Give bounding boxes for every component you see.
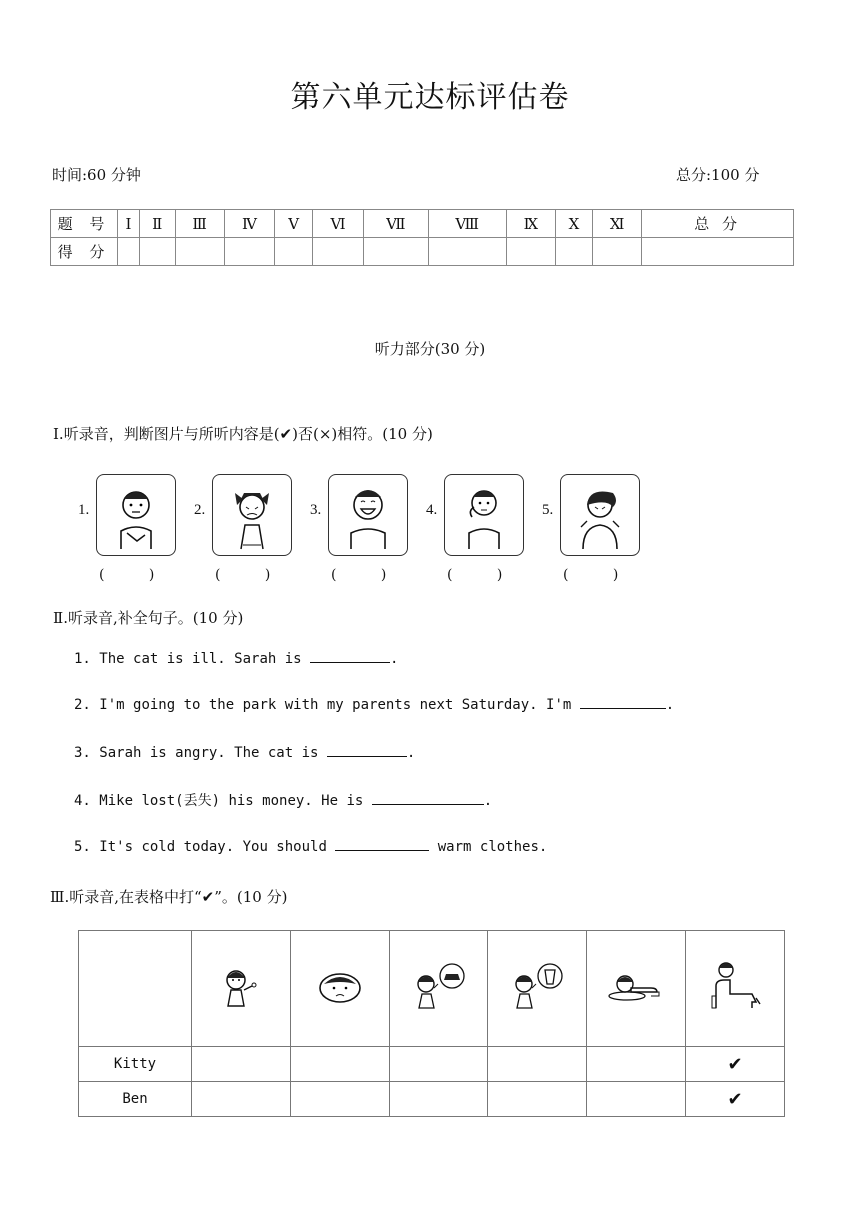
- score-table-row-label: 题 号: [51, 210, 118, 238]
- score-table-score-row: [51, 238, 794, 266]
- sentence-text-end: .: [483, 793, 493, 809]
- answer-blank[interactable]: [327, 744, 407, 757]
- score-cell[interactable]: [364, 238, 429, 266]
- answer-blank[interactable]: [580, 696, 666, 709]
- answer-cell[interactable]: [488, 1082, 587, 1117]
- q1-item-number: 1.: [78, 502, 90, 518]
- answer-cell[interactable]: [192, 1082, 291, 1117]
- answer-cell-checked[interactable]: ✔: [686, 1047, 785, 1082]
- answer-cell[interactable]: [290, 1047, 389, 1082]
- q3-heading: Ⅲ.听录音,在表格中打“✔”。(10 分): [50, 888, 288, 906]
- q3-row-kitty: [79, 1047, 785, 1082]
- page-title: 第六单元达标评估卷: [290, 80, 570, 115]
- total-score: 总分:100 分: [676, 166, 760, 184]
- score-cell[interactable]: [224, 238, 275, 266]
- student-name: Ben: [79, 1082, 192, 1117]
- score-cell[interactable]: [312, 238, 363, 266]
- q1-answer-paren[interactable]: ( ): [447, 567, 503, 583]
- score-cell[interactable]: [175, 238, 224, 266]
- q2-sentence-5: [74, 838, 547, 855]
- boy-face-icon: [290, 931, 389, 1047]
- score-table-row-label: 得 分: [51, 238, 118, 266]
- answer-cell[interactable]: [587, 1047, 686, 1082]
- sentence-number: 2.: [74, 697, 91, 713]
- answer-cell[interactable]: [290, 1082, 389, 1117]
- sentence-number: 1.: [74, 651, 91, 667]
- answer-cell[interactable]: [389, 1047, 488, 1082]
- listening-section-title: 听力部分(30 分): [374, 340, 486, 358]
- score-col-11: Ⅺ: [593, 210, 642, 238]
- q2-heading: Ⅱ.听录音,补全句子。(10 分): [53, 609, 244, 627]
- score-table-header-row: [51, 210, 794, 238]
- score-cell[interactable]: [642, 238, 794, 266]
- score-col-5: Ⅴ: [275, 210, 313, 238]
- score-col-8: Ⅷ: [428, 210, 506, 238]
- man-sitting-icon: [686, 931, 785, 1047]
- sentence-text-end: warm clothes.: [437, 839, 548, 855]
- q2-sentence-3: [74, 744, 415, 761]
- score-col-4: Ⅳ: [224, 210, 275, 238]
- answer-blank[interactable]: [372, 792, 484, 805]
- girl-coughing-icon: [192, 931, 291, 1047]
- sentence-text: Mike lost(丢失) his money. He is: [99, 793, 364, 809]
- score-cell[interactable]: [428, 238, 506, 266]
- sentence-text: The cat is ill. Sarah is: [99, 651, 302, 667]
- answer-cell[interactable]: [587, 1082, 686, 1117]
- q1-picture-row: [0, 474, 860, 589]
- q2-sentence-4: [74, 790, 492, 810]
- student-name: Kitty: [79, 1047, 192, 1082]
- empty-corner-cell: [79, 931, 192, 1047]
- q2-sentence-1: [74, 650, 398, 667]
- answer-blank[interactable]: [310, 650, 390, 663]
- q1-answer-paren[interactable]: ( ): [563, 567, 619, 583]
- score-col-total: 总 分: [642, 210, 794, 238]
- q1-item-number: 5.: [542, 502, 554, 518]
- score-col-6: Ⅵ: [312, 210, 363, 238]
- girl-crying-icon: [560, 474, 640, 556]
- score-col-3: Ⅲ: [175, 210, 224, 238]
- girl-drink-icon: [488, 931, 587, 1047]
- answer-cell[interactable]: [192, 1047, 291, 1082]
- score-cell[interactable]: [555, 238, 592, 266]
- score-col-1: Ⅰ: [118, 210, 140, 238]
- girl-cake-icon: [389, 931, 488, 1047]
- sentence-text-end: .: [665, 697, 675, 713]
- sentence-text: It's cold today. You should: [99, 839, 327, 855]
- q1-heading: Ⅰ.听录音，判断图片与所听内容是(✔)否(×)相符。(10 分): [53, 425, 433, 443]
- score-col-7: Ⅶ: [364, 210, 429, 238]
- answer-cell-checked[interactable]: ✔: [686, 1082, 785, 1117]
- q3-answer-table: [78, 930, 785, 1117]
- q1-item-number: 2.: [194, 502, 206, 518]
- score-table: [50, 209, 794, 266]
- score-cell[interactable]: [506, 238, 555, 266]
- score-col-9: Ⅸ: [506, 210, 555, 238]
- girl-sad-icon: [212, 474, 292, 556]
- answer-cell[interactable]: [389, 1082, 488, 1117]
- score-cell[interactable]: [593, 238, 642, 266]
- q1-answer-paren[interactable]: ( ): [215, 567, 271, 583]
- q1-answer-paren[interactable]: ( ): [99, 567, 155, 583]
- q2-sentence-2: [74, 696, 674, 713]
- score-cell[interactable]: [140, 238, 176, 266]
- score-cell[interactable]: [118, 238, 140, 266]
- score-col-2: Ⅱ: [140, 210, 176, 238]
- answer-cell[interactable]: [488, 1047, 587, 1082]
- score-cell[interactable]: [275, 238, 313, 266]
- sentence-number: 3.: [74, 745, 91, 761]
- q3-row-ben: [79, 1082, 785, 1117]
- sentence-number: 5.: [74, 839, 91, 855]
- sentence-number: 4.: [74, 793, 91, 809]
- q1-item-number: 4.: [426, 502, 438, 518]
- boy-toothache-icon: [444, 474, 524, 556]
- answer-blank[interactable]: [335, 838, 429, 851]
- sentence-text-end: .: [406, 745, 416, 761]
- score-col-10: Ⅹ: [555, 210, 592, 238]
- q3-picture-row: [79, 931, 785, 1047]
- sentence-text-end: .: [390, 651, 399, 667]
- sentence-text: Sarah is angry. The cat is: [99, 745, 319, 761]
- q1-item-number: 3.: [310, 502, 322, 518]
- time-limit: 时间:60 分钟: [52, 166, 141, 184]
- q1-answer-paren[interactable]: ( ): [331, 567, 387, 583]
- boy-lying-icon: [587, 931, 686, 1047]
- boy-thinking-icon: [96, 474, 176, 556]
- boy-laughing-icon: [328, 474, 408, 556]
- sentence-text: I'm going to the park with my parents next Saturday. I'm: [99, 697, 572, 713]
